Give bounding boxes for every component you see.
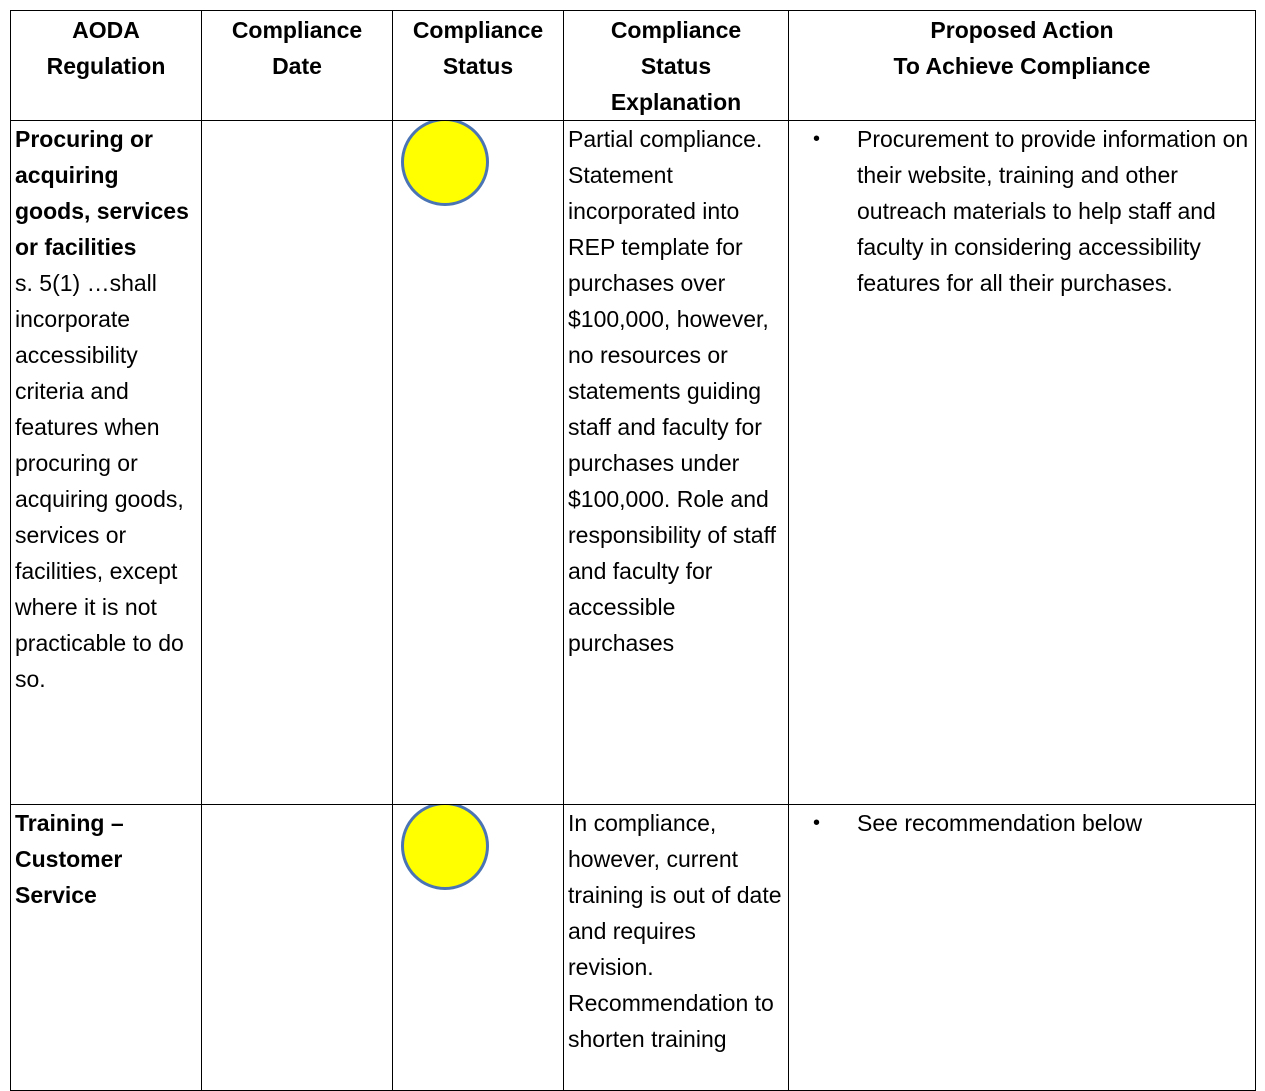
compliance-table (10, 10, 1256, 1091)
compliance-status-cell (393, 805, 564, 1091)
header-compliance-date: Compliance Date (202, 11, 393, 121)
header-status-explanation: Compliance Status Explanation (564, 11, 789, 121)
action-list (793, 121, 1251, 301)
status-explanation-cell: In compliance, however, current training is out of date and requires revision. Recommendation to shorten training (564, 805, 789, 1091)
status-explanation-cell: Partial compliance. Statement incorporated into REP template for purchases over $100,000, however, no resources or statements guiding staff and faculty for purchases under $100,000. Role and responsibility of staff and faculty for accessible purchases (564, 121, 789, 805)
regulation-title: Procuring or acquiring goods, services or facilities (15, 126, 189, 260)
regulation-text: s. 5(1) …shall incorporate accessibility criteria and features when procuring or acquiring goods, services or facilities, except where it is not practicable to do so. (15, 270, 184, 692)
bullet-icon: • (813, 128, 821, 150)
list-item: • See recommendation below (793, 805, 1251, 841)
bullet-icon: • (813, 812, 821, 834)
list-item: • Procurement to provide information on their website, training and other outreach materials to help staff and faculty in considering accessibility features for all their purchases. (793, 121, 1251, 301)
header-row (11, 11, 1256, 121)
table-row (11, 121, 1256, 805)
compliance-date-cell (202, 805, 393, 1091)
proposed-action-cell (789, 121, 1256, 805)
regulation-cell (11, 121, 202, 805)
compliance-date-cell (202, 121, 393, 805)
header-regulation: AODA Regulation (11, 11, 202, 121)
header-proposed-action: Proposed Action To Achieve Compliance (789, 11, 1256, 121)
action-list (793, 805, 1251, 841)
regulation-cell (11, 805, 202, 1091)
status-indicator-yellow (401, 805, 489, 891)
compliance-status-cell (393, 121, 564, 805)
table-row (11, 805, 1256, 1091)
regulation-title: Training – Customer Service (15, 810, 124, 908)
status-indicator-yellow (401, 121, 489, 207)
proposed-action-cell (789, 805, 1256, 1091)
header-compliance-status: Compliance Status (393, 11, 564, 121)
